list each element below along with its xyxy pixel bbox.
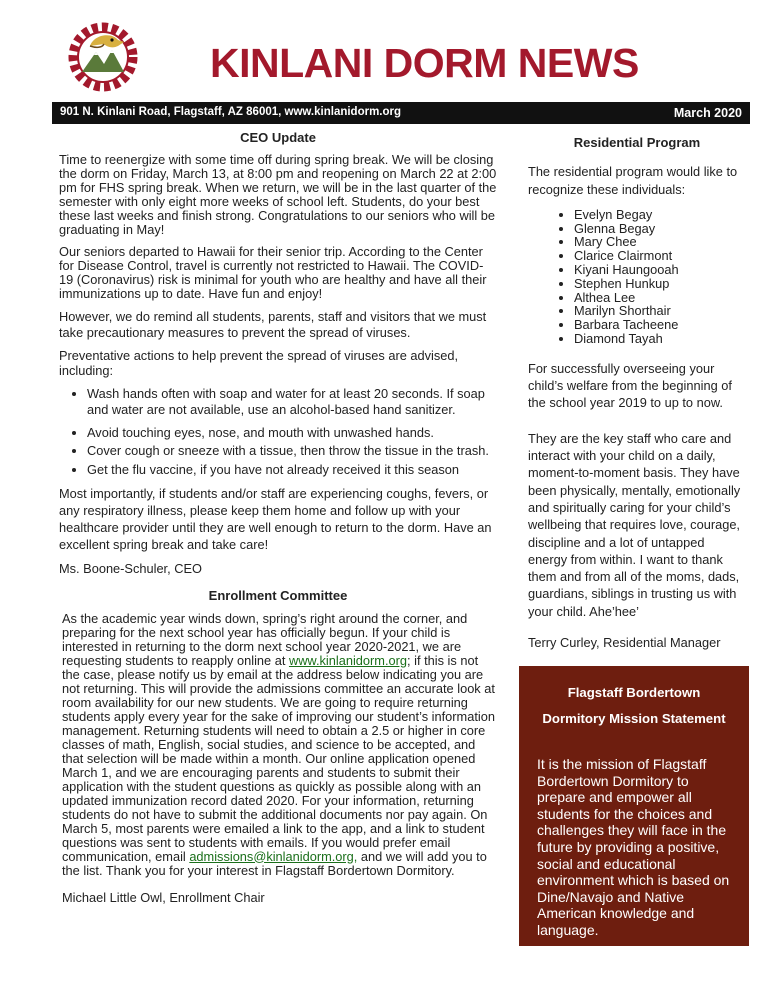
residential-heading: Residential Program xyxy=(573,135,701,150)
ceo-paragraph-1: Time to reenergize with some time off during spring break. We will be closing the dorm on Friday, March 13, at 8:00 pm and reopening on March 22 at 2:00 pm for FHS spring break. When we return, we will be in the last quarter of the semester with only eight more weeks of school left. Students, do your best these last weeks and finish strong. Congratulations to our seniors who will be graduating in May! xyxy=(59,152,497,238)
address-text: 901 N. Kinlani Road, Flagstaff, AZ 86001, www.kinlanidorm.org xyxy=(60,106,402,118)
enrollment-paragraph: As the academic year winds down, spring’s right around the corner, and preparing for the next school year has officially begun. If your child is interested in returning to the dorm next school year 2020-2021, we are requesting students to reapply online at www.kinlanidorm.org; if this is not the case, please notify us by email at the address below indicating you are not returning. This will provide the admissions committee an accurate look at room availability for our new students. We are going to require returning students apply every year for the sake of improving our student’s information management. Returning students will need to obtain a 2.5 or higher in core classes of math, English, social studies, and science to be accepted, and that selection will be made within a month. Our online application opened March 1, and we are encouraging parents and students to submit their application with the student questions as quickly as possible along with an updated immunization record dated 2020. For your information, returning students do not have to submit the additional documents nor pay again. On March 5, most parents were emailed a link to the app, and a link to student questions was sent to students with emails. If you would prefer email communication, email admissions@kinlanidorm.org, and we will add you to the list. Thank you for your interest in Flagstaff Bordertown Dormitory. xyxy=(62,610,495,878)
list-item: • Glenna Begay xyxy=(574,222,746,236)
masthead xyxy=(0,0,773,100)
prevention-list xyxy=(59,386,497,476)
mission-statement-box xyxy=(519,666,749,946)
list-item: • Barbara Tacheene xyxy=(574,318,746,332)
info-bar xyxy=(52,102,750,124)
email-link[interactable]: admissions@kinlanidorm.org, xyxy=(189,848,358,864)
list-item: • Mary Chee xyxy=(574,235,746,249)
mission-text: It is the mission of Flagstaff Bordertown Dormitory to prepare and empower all students for the choices and challenges they will face in the future by providing a positive, social and educational environment which is based on Dine/Navajo and Native American knowledge and language. xyxy=(537,756,730,938)
list-item: • Avoid touching eyes, nose, and mouth with unwashed hands. xyxy=(87,425,497,440)
list-item: • Cover cough or sneeze with a tissue, then throw the tissue in the trash. xyxy=(87,443,497,458)
enrollment-heading: Enrollment Committee xyxy=(208,588,348,604)
ceo-paragraph-2: Our seniors departed to Hawaii for their senior trip. According to the Center for Disease Control, travel is currently not restricted to Hawaii. The COVID-19 (Coronavirus) risk is minimal for youth who are healthy and have all their immunizations up to date. Have fun and enjoy! xyxy=(59,244,487,302)
newsletter-title: KINLANI DORM NEWS xyxy=(210,40,639,86)
list-item: • Kiyani Haungooah xyxy=(574,263,746,277)
mission-title-line-1: Flagstaff Bordertown xyxy=(567,685,701,700)
list-item: • Marilyn Shorthair xyxy=(574,304,746,318)
residential-intro: The residential program would like to recognize these individuals: xyxy=(528,164,738,197)
right-column xyxy=(528,134,746,665)
list-item: • Clarice Clairmont xyxy=(574,249,746,263)
enrollment-signature: Michael Little Owl, Enrollment Chair xyxy=(62,889,265,905)
list-item: • Evelyn Begay xyxy=(574,208,746,222)
website-link[interactable]: www.kinlanidorm.org xyxy=(288,652,408,668)
list-item: • Althea Lee xyxy=(574,291,746,305)
list-item: • Stephen Hunkup xyxy=(574,277,746,291)
ceo-paragraph-5: Most importantly, if students and/or staff are experiencing coughs, fevers, or any respiratory illness, please keep them home and follow up with your healthcare provider until they are well enough to return to the dorm. Have an excellent spring break and take care! xyxy=(59,485,492,552)
ceo-paragraph-4: Preventative actions to help prevent the spread of viruses are advised, including: xyxy=(59,347,459,379)
ceo-paragraph-3: However, we do remind all students, parents, staff and visitors that we must take precautionary measures to prevent the spread of viruses. xyxy=(59,309,487,340)
ceo-update-heading: CEO Update xyxy=(240,130,316,145)
issue-date: March 2020 xyxy=(673,106,742,120)
list-item: • Get the flu vaccine, if you have not already received it this season xyxy=(87,462,497,477)
list-item: • Wash hands often with soap and water for at least 20 seconds. If soap and water are not available, use an alcohol-based hand sanitizer. xyxy=(87,386,497,417)
eagle-gear-logo-icon xyxy=(68,22,138,92)
residential-paragraph-1: For successfully overseeing your child’s welfare from the beginning of the school year 2019 to up to now. xyxy=(528,360,732,411)
ceo-signature: Ms. Boone-Schuler, CEO xyxy=(59,560,202,576)
left-column xyxy=(59,130,497,913)
mission-title-line-2: Dormitory Mission Statement xyxy=(542,711,726,726)
list-item: • Diamond Tayah xyxy=(574,332,746,346)
residential-signature: Terry Curley, Residential Manager xyxy=(528,635,721,651)
residential-paragraph-2: They are the key staff who care and interact with your child on a daily, moment-to-moment basis. They have been physically, mentally, emotionally and spiritually caring for your child’s wellbeing that requires love, courage, discipline and a lot of untapped energy from within. I want to thank them and from all of the moms, dads, guardians, siblings in trusting us with your child. Ahe’hee’ xyxy=(528,430,741,619)
staff-names-list xyxy=(528,208,746,346)
